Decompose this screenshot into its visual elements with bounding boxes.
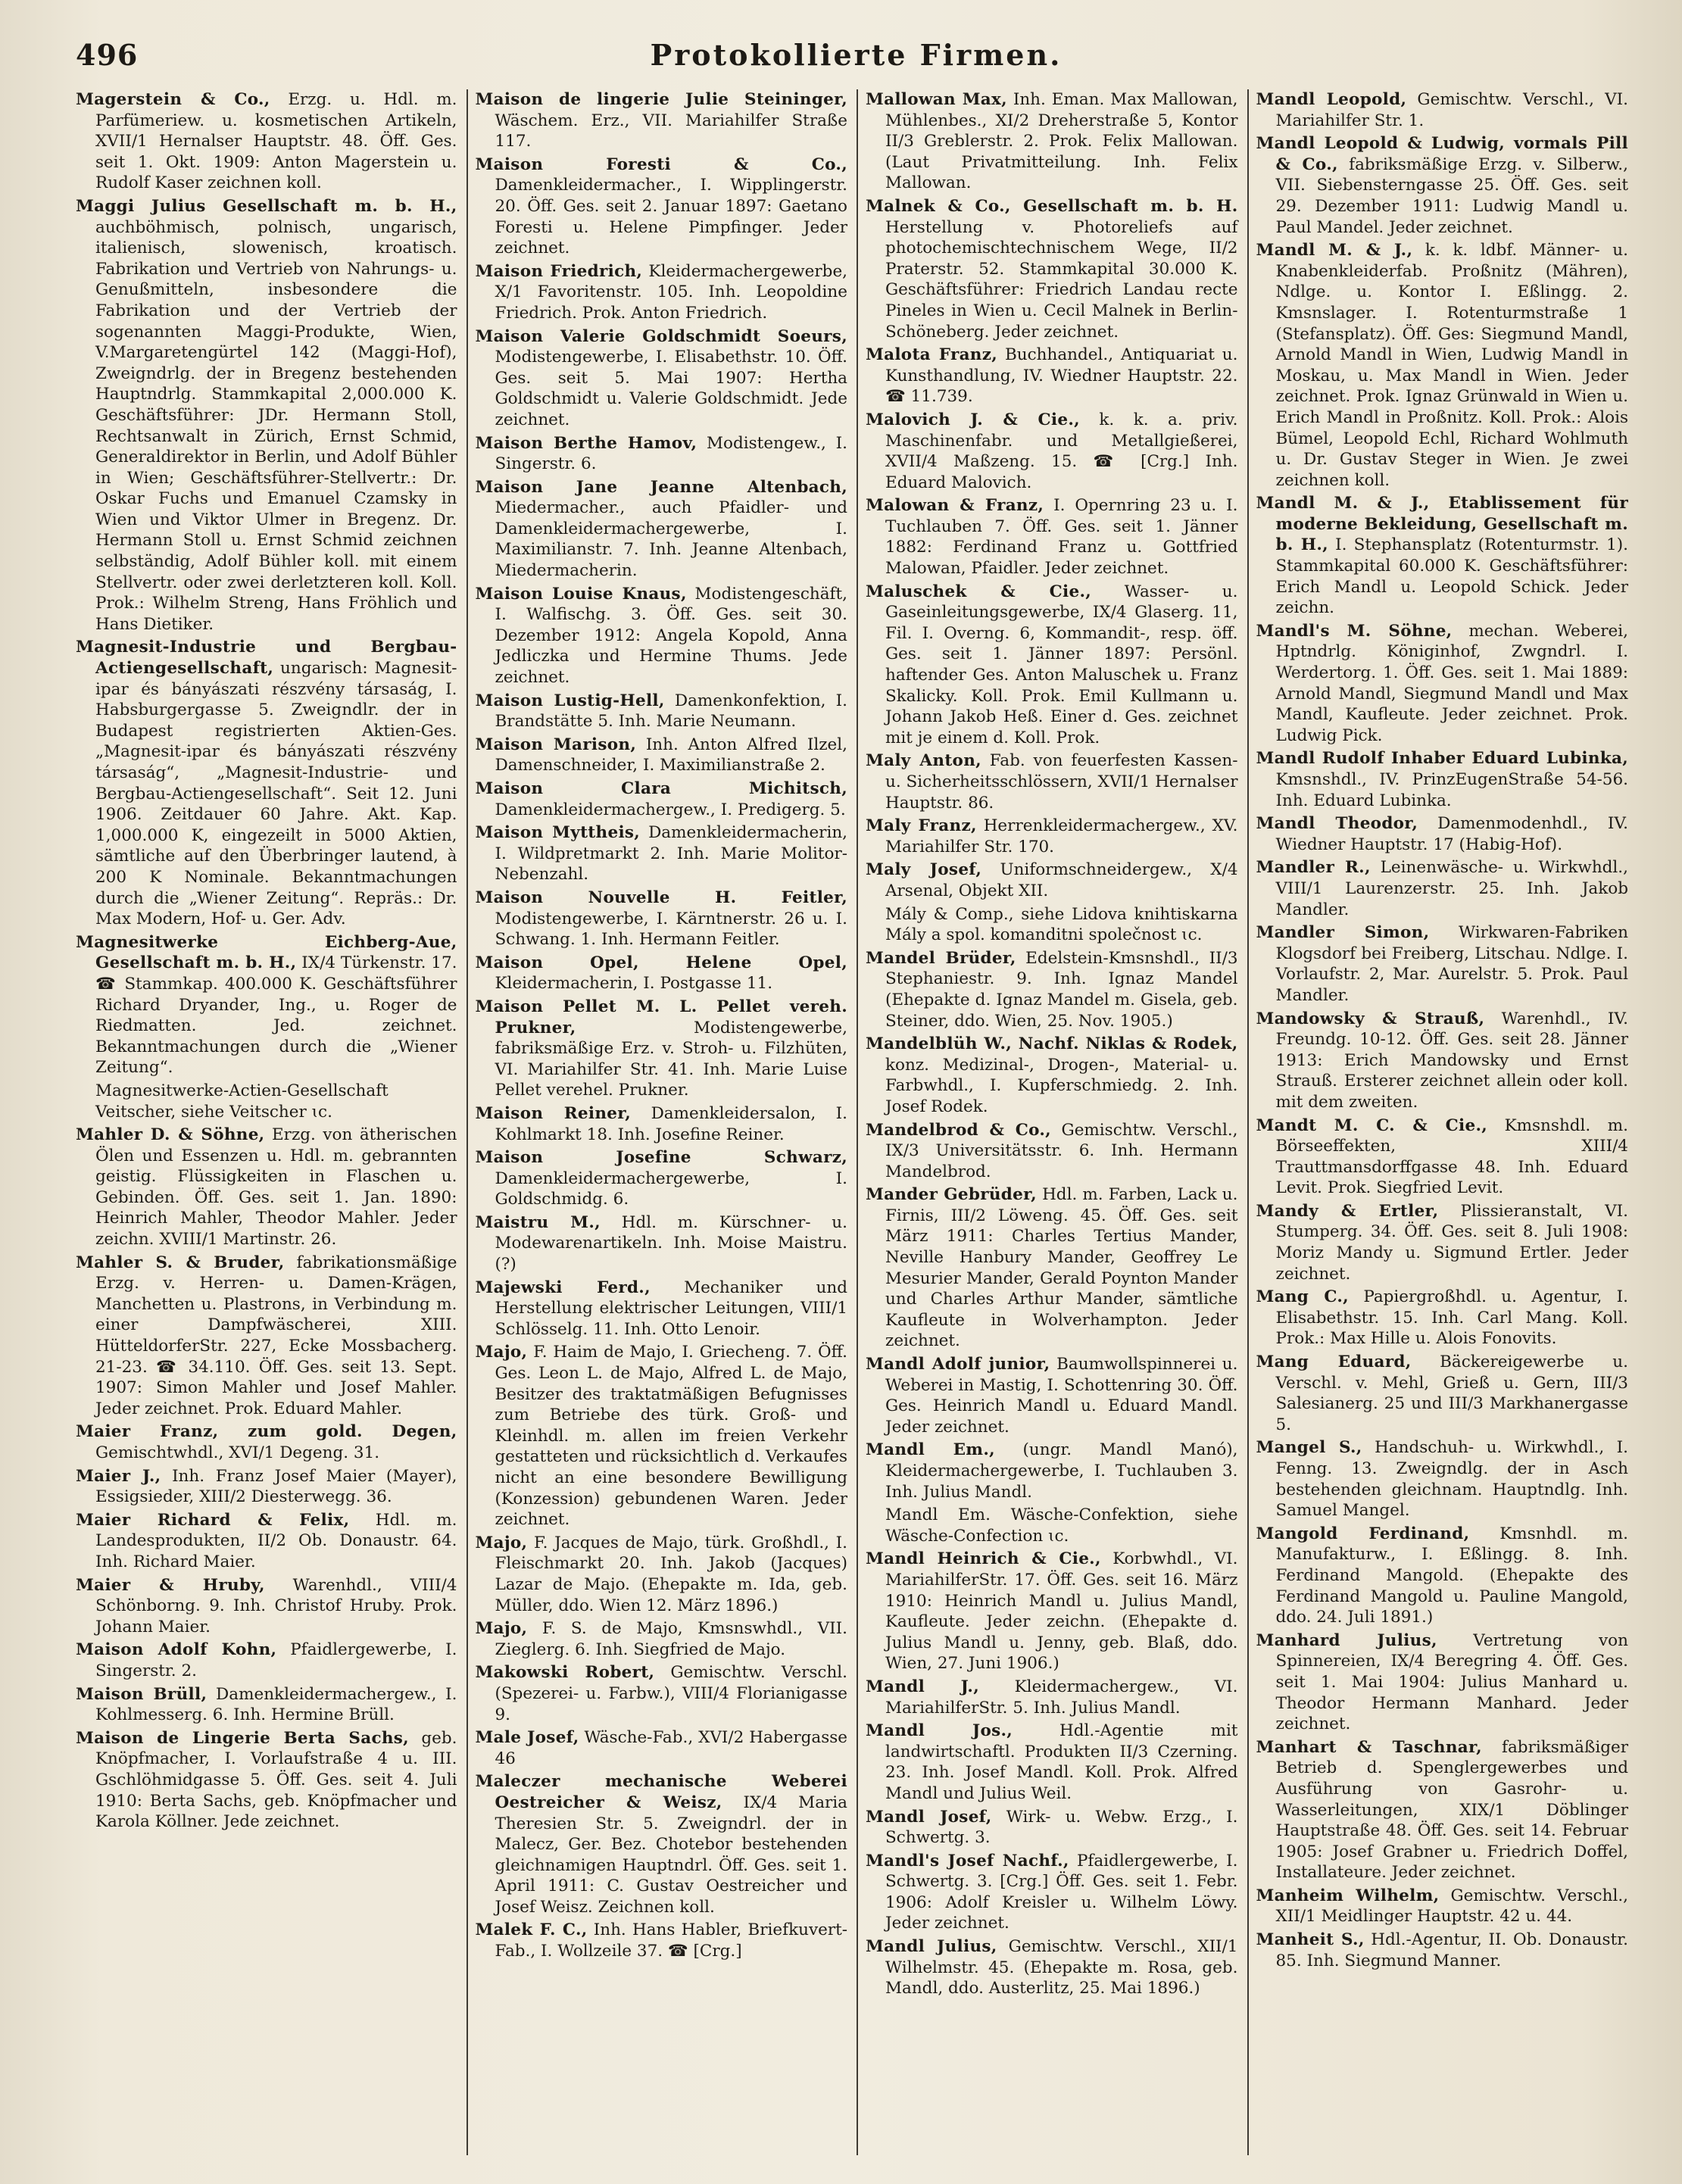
firm-name: Mandl Leopold,: [1256, 90, 1407, 109]
firm-entry: [866, 1354, 1238, 1437]
firm-entry: [1256, 1886, 1629, 1927]
firm-entry: [76, 1253, 457, 1420]
firm-details: k. k. ldbf. Männer- u. Knabenkleiderfab. Proßnitz (Mähren), Ndlge. u. Kontor I. Eßlingg. 2. Kmsnslager. I. Rotenturmstraße 1 (Stefansplatz). Öff. Ges: Siegmund Mandl, Arnold Mandl in Wien, Ludwig Mandl in Moskau, u. Max Mandl in Wien. Jeder zeichnet. Prok. Ignaz Grünwald in Wien u. Erich Mandl in Proßnitz. Koll. Prok.: Alois Bümel, Leopold Echl, Richard Wohlmuth u. Dr. Gustav Steger in Wien. Je zwei zeichnen koll.: [1275, 241, 1628, 490]
firm-details: Damenkleidermachergew., I. Kohlmesserg. 6. Inh. Hermine Brüll.: [95, 1684, 457, 1725]
firm-details: Modistengewerbe, I. Kärntnerstr. 26 u. I. Schwang. 1. Inh. Hermann Feitler.: [495, 909, 847, 950]
firm-name: Manhart & Taschnar,: [1256, 1737, 1482, 1757]
firm-details: ungarisch: Magnesit-ipar és bányászati részvény társaság, I. Habsburgergasse 5. Zweigndlr. der in Budapest registrierten Aktien-Ges. „Magnesit-ipar és bányászati részvény társaság“, „Magnesit-Industrie- und Bergbau-Actiengesellschaft“. Seit 12. Juni 1906. Zeitdauer 60 Jahre. Akt. Kap. 1,000.000 K, eingezeilt in 5000 Aktien, sämtliche auf den Überbringer lautend, à 200 K Nominale. Bekanntmachungen durch die „Wiener Zeitung“. Repräs.: Dr. Max Modern, Hof- u. Ger. Adv.: [95, 659, 457, 929]
firm-details: Damenkleidermachergew., I. Predigerg. 5.: [495, 800, 846, 819]
firm-details: Edelstein-Kmsnshdl., II/3 Stephaniestr. 9. Inh. Ignaz Mandel (Ehepakte d. Ignaz Mandel m. Gisela, geb. Steiner, ddo. Wien, 25. Nov. 1905.): [885, 948, 1238, 1031]
firm-details: Hdl. m. Farben, Lack u. Firnis, III/2 Löweng. 45. Öff. Ges. seit März 1911: Charles Tertius Mander, Neville Hanbury Mander, Geoffrey Le Mesurier Mander, Gerald Poynton Mander und Charles Arthur Mander, sämtliche Kaufleute in Wolverhampton. Jeder zeichnet.: [885, 1185, 1238, 1351]
firm-details: Korbwhdl., VI. MariahilferStr. 17. Öff. Ges. seit 16. März 1910: Heinrich Mandl u. Julius Mandl, Kaufleute. Jeder zeichn. (Ehepakte d. Julius Mandl u. Jenny, geb. Blaß, ddo. Wien, 27. Juni 1906.): [885, 1549, 1238, 1674]
firm-details: mechan. Weberei, Hptndrlg. Königinhof, Zwgndrl. I. Werdertorg. 1. Öff. Ges. seit 1. Mai 1889: Arnold Mandl, Siegmund Mandl und Max Mandl, Kaufleute. Jeder zeichnet. Prok. Ludwig Pick.: [1275, 621, 1628, 745]
firm-name: Majewski Ferd.,: [475, 1278, 651, 1297]
firm-details: Gemischtw. Verschl. (Spezerei- u. Farbw.), VIII/4 Florianigasse 9.: [495, 1663, 847, 1724]
firm-details: Damenkleidersalon, I. Kohlmarkt 18. Inh. Josefine Reiner.: [495, 1103, 847, 1144]
firm-entry: [476, 477, 848, 582]
firm-details: Uniformschneidergew., X/4 Arsenal, Objekt XII.: [885, 860, 1238, 900]
firm-name: Mandl Theodor,: [1256, 814, 1418, 834]
column-2: [467, 89, 857, 2155]
firm-entry: [1256, 133, 1629, 238]
firm-name: Mangel S.,: [1256, 1438, 1362, 1458]
firm-entry: [476, 1771, 848, 1917]
directory-columns: [76, 89, 1637, 2155]
firm-entry: [866, 1851, 1238, 1934]
firm-name: Maier J.,: [76, 1466, 161, 1486]
firm-details: Mandl Em. Wäsche-Confektion, siehe Wäsche-Confection ɩc.: [885, 1505, 1238, 1546]
firm-details: fabriksmäßige Erzg. v. Silberw., VII. Siebensterngasse 25. Öff. Ges. seit 29. Dezember 1911: Ludwig Mandl u. Paul Mandel. Jeder zeichnet.: [1275, 154, 1628, 237]
firm-entry: [476, 778, 848, 820]
firm-name: Maison Josefine Schwarz,: [475, 1148, 847, 1168]
firm-name: Mandel Brüder,: [866, 948, 1016, 968]
firm-details: Warenhdl., IV. Freundg. 10-12. Öff. Ges. seit 28. Jänner 1913: Erich Mandowsky und Ernst Strauß. Ersterer zeichnet allein oder koll. mit dem zweiten.: [1275, 1009, 1628, 1112]
firm-entry: [866, 1936, 1238, 1999]
firm-details: Miedermacher., auch Pfaidler- und Damenkleidermachergewerbe, I. Maximilianstr. 7. Inh. Jeanne Altenbach, Miedermacherin.: [495, 498, 847, 581]
firm-name: Male Josef,: [475, 1728, 579, 1748]
firm-name: Maggi Julius Gesellschaft m. b. H.,: [76, 196, 457, 216]
firm-details: F. S. de Majo, Kmsnswhdl., VII. Zieglerg. 6. Inh. Siegfried de Majo.: [495, 1619, 847, 1659]
firm-details: IX/4 Maria Theresien Str. 5. Zweigndrl. der in Malecz, Ger. Bez. Chotebor bestehenden gleichnamigen Hauptndrl. Öff. Ges. seit 1. April 1911: C. Gustav Oestreicher und Josef Weisz. Zeichnen koll.: [495, 1792, 847, 1917]
firm-details: Kmsnshdl. m. Börseeffekten, XIII/4 Trauttmansdorffgasse 48. Inh. Eduard Levit. Prok. Siegfried Levit.: [1275, 1115, 1628, 1198]
firm-name: Magnesitwerke Eichberg-Aue, Gesellschaft m. b. H.,: [76, 932, 457, 973]
firm-details: Modistengewerbe, I. Elisabethstr. 10. Öff. Ges. seit 5. Mai 1907: Hertha Goldschmidt u. Valerie Goldschmidt. Jede zeichnet.: [495, 348, 847, 429]
firm-entry: [76, 1125, 457, 1250]
firm-details: Gemischtw. Verschl., VI. Mariahilfer Str. 1.: [1275, 90, 1628, 130]
firm-details: Vertretung von Spinnereien, IX/4 Beregring 4. Öff. Ges. seit 1. Mai 1904: Julius Manhard u. Theodor Hermann Manhard. Jeder zeichnet.: [1275, 1630, 1628, 1734]
firm-entry: [1256, 89, 1629, 131]
firm-name: Mander Gebrüder,: [866, 1185, 1037, 1205]
firm-details: Handschuh- u. Wirkwhdl., I. Fenng. 13. Zweigndlg. der in Asch bestehenden gleichnam. Hauptndlg. Inh. Samuel Mangel.: [1275, 1438, 1628, 1521]
firm-entry: [1256, 1630, 1629, 1735]
firm-entry: [76, 1421, 457, 1463]
firm-name: Maier & Hruby,: [76, 1575, 265, 1595]
firm-name: Maison Nouvelle H. Feitler,: [475, 888, 847, 907]
firm-name: Mahler S. & Bruder,: [76, 1253, 285, 1272]
firm-details: Buchhandel., Antiquariat u. Kunsthandlung, IV. Wiedner Hauptstr. 22. ☎ 11.739.: [885, 345, 1238, 407]
firm-entry: [76, 637, 457, 929]
firm-entry: [76, 1640, 457, 1681]
firm-entry: [476, 1662, 848, 1725]
firm-name: Mandl's M. Söhne,: [1256, 621, 1453, 641]
firm-entry: [866, 1184, 1238, 1352]
firm-name: Maier Richard & Felix,: [76, 1510, 350, 1530]
firm-details: I. Opernring 23 u. I. Tuchlauben 7. Öff. Ges. seit 1. Jänner 1882: Ferdinand Franz u. Gottfried Malowan, Pfaidler. Jeder zeichnet.: [885, 496, 1238, 579]
firm-name: Maison Marison,: [475, 735, 637, 754]
firm-entry: [76, 196, 457, 635]
firm-details: Baumwollspinnerei u. Weberei in Mastig, I. Schottenring 30. Öff. Ges. Heinrich Mandl u. Eduard Mandl. Jeder zeichnet.: [885, 1355, 1238, 1437]
firm-name: Maistru M.,: [475, 1212, 601, 1232]
firm-details: Modistengew., I. Singerstr. 6.: [495, 433, 847, 474]
firm-entry: [1256, 240, 1629, 491]
firm-entry: [1256, 1287, 1629, 1349]
firm-entry: [476, 691, 848, 732]
firm-details: Kleidermachergewerbe, X/1 Favoritenstr. 105. Inh. Leopoldine Friedrich. Prok. Anton Friedrich.: [495, 261, 847, 323]
firm-name: Mandl Adolf junior,: [866, 1355, 1050, 1374]
firm-entry: [476, 1727, 848, 1769]
firm-details: Plissieranstalt, VI. Stumperg. 34. Öff. Ges. seit 8. Juli 1908: Moriz Mandy u. Sigmund Ertler. Jeder zeichnet.: [1275, 1201, 1628, 1284]
firm-details: Hdl.-Agentie mit landwirtschaftl. Produkten II/3 Czerning. 23. Inh. Josef Mandl. Koll. Prok. Alfred Mandl und Julius Weil.: [885, 1721, 1238, 1803]
firm-details: Wirk- u. Webw. Erzg., I. Schwertg. 3.: [885, 1807, 1238, 1848]
firm-details: Gemischtw. Verschl., XII/1 Meidlinger Hauptstr. 42 u. 44.: [1275, 1886, 1628, 1927]
page-number: 496: [76, 38, 139, 72]
firm-entry: [866, 1721, 1238, 1804]
firm-entry: [866, 1034, 1238, 1117]
firm-entry: [866, 196, 1238, 342]
firm-name: Mandelbrod & Co.,: [866, 1120, 1051, 1140]
firm-details: IX/4 Türkenstr. 17. ☎ Stammkap. 400.000 K. Geschäftsführer Richard Dryander, Ing., u. Roger de Riedmatten. Jed. zeichnet. Bekanntmachungen durch die „Wiener Zeitung“.: [95, 953, 457, 1078]
firm-entry: [866, 1677, 1238, 1718]
firm-name: Mandt M. C. & Cie.,: [1256, 1115, 1488, 1135]
firm-details: Gemischtw. Verschl., IX/3 Universitätsstr. 6. Inh. Hermann Mandelbrod.: [885, 1120, 1238, 1181]
firm-entry: [476, 822, 848, 885]
firm-name: Majo,: [475, 1533, 528, 1552]
firm-entry: [476, 888, 848, 950]
firm-details: Wäschem. Erz., VII. Mariahilfer Straße 117.: [495, 111, 847, 151]
firm-entry: [866, 495, 1238, 579]
firm-details: Gemischtwhdl., XVI/1 Degeng. 31.: [95, 1443, 380, 1462]
firm-details: Leinenwäsche- u. Wirkwhdl., VIII/1 Laurenzerstr. 25. Inh. Jakob Mandler.: [1275, 858, 1628, 919]
firm-name: Manheim Wilhelm,: [1256, 1886, 1440, 1905]
firm-name: Malovich J. & Cie.,: [866, 410, 1080, 429]
firm-name: Maison de Lingerie Berta Sachs,: [76, 1728, 409, 1748]
firm-entry: [76, 89, 457, 194]
firm-details: Hdl. m. Landesprodukten, II/2 Ob. Donaustr. 64. Inh. Richard Maier.: [95, 1510, 457, 1571]
firm-details: Herstellung v. Photoreliefs auf photochemischtechnischem Wege, II/2 Praterstr. 52. Stammkapital 30.000 K. Geschäftsführer: Friedrich Landau recte Pineles in Wien u. Cecil Malnek in Berlin-Schöneberg. Jeder zeichnet.: [885, 217, 1238, 342]
firm-name: Maison Clara Michitsch,: [475, 779, 847, 798]
firm-details: Damenkleidermacher., I. Wipplingerstr. 20. Öff. Ges. seit 2. Januar 1897: Gaetano Foresti u. Helene Pimpfinger. Jeder zeichnet.: [495, 176, 847, 258]
firm-entry: [476, 1342, 848, 1530]
firm-details: Papiergroßhdl. u. Agentur, I. Elisabethstr. 15. Inh. Carl Mang. Koll. Prok.: Max Hille u. Alois Fonovits.: [1275, 1287, 1629, 1349]
firm-name: Majo,: [475, 1343, 528, 1362]
firm-entry: [1256, 1115, 1629, 1199]
firm-entry: [866, 860, 1238, 901]
firm-entry: [76, 1575, 457, 1638]
firm-details: Inh. Eman. Max Mallowan, Mühlenbes., XI/2 Dreherstraße 5, Kontor II/3 Greblerstr. 2. Prok. Felix Mallowan. (Laut Privatmitteilung. Inh. Felix Mallowan.: [885, 90, 1238, 193]
firm-entry: [476, 1103, 848, 1145]
firm-entry: [1256, 813, 1629, 855]
firm-name: Mandl Rudolf Inhaber Eduard Lubinka,: [1256, 749, 1628, 769]
firm-entry: [476, 1212, 848, 1275]
firm-details: Inh. Anton Alfred Ilzel, Damenschneider, I. Maximilianstraße 2.: [495, 735, 847, 775]
firm-details: Damenkleidermacherin, I. Wildpretmarkt 2. Inh. Marie Molitor-Nebenzahl.: [495, 823, 847, 885]
firm-name: Mandl M. & J.,: [1256, 241, 1413, 261]
firm-entry: [476, 1533, 848, 1616]
firm-entry: [476, 1920, 848, 1961]
firm-name: Mandl Jos.,: [866, 1721, 1013, 1741]
firm-entry: [866, 1505, 1238, 1546]
firm-name: Maison Myttheis,: [475, 823, 641, 843]
firm-entry: [866, 816, 1238, 857]
firm-name: Maison Pellet M. L. Pellet vereh. Prukner,: [475, 997, 847, 1037]
firm-entry: [76, 1466, 457, 1508]
firm-entry: [476, 584, 848, 688]
firm-name: Maison Louise Knaus,: [475, 584, 687, 604]
firm-details: Fab. von feuerfesten Kassen- u. Sicherheitsschlössern, XVII/1 Hernalser Hauptstr. 86.: [885, 751, 1238, 813]
firm-details: Mály & Comp., siehe Lidova knihtiskarna Mály a spol. komanditni společnost ɩc.: [885, 904, 1238, 945]
firm-name: Mandl's Josef Nachf.,: [866, 1851, 1069, 1870]
firm-details: fabrikationsmäßige Erzg. v. Herren- u. Damen-Krägen, Manchetten u. Plastrons, in Verbindung m. einer Dampfwäscherei, XIII. HütteldorferStr. 227, Ecke Mossbacherg. 21-23. ☎ 34.110. Öff. Ges. seit 13. Sept. 1907: Simon Mahler und Josef Mahler. Jeder zeichnet. Prok. Eduard Mahler.: [95, 1253, 457, 1418]
firm-entry: [1256, 922, 1629, 1006]
firm-details: Damenkonfektion, I. Brandstätte 5. Inh. Marie Neumann.: [495, 691, 847, 732]
firm-name: Maison Lustig-Hell,: [475, 691, 665, 710]
firm-entry: [76, 1728, 457, 1833]
firm-entry: [866, 582, 1238, 749]
firm-entry: [1256, 1201, 1629, 1284]
firm-details: Magnesitwerke-Actien-Gesellschaft Veitscher, siehe Veitscher ɩc.: [95, 1081, 389, 1122]
firm-details: konz. Medizinal-, Drogen-, Material- u. Farbwhdl., I. Kupferschmiedg. 2. Inh. Josef Rodek.: [885, 1055, 1238, 1116]
firm-name: Mandl Leopold & Ludwig, vormals Pill & Co.,: [1256, 134, 1628, 174]
firm-details: I. Stephansplatz (Rotenturmstr. 1). Stammkapital 60.000 K. Geschäftsführer: Erich Mandl u. Leopold Schick. Jeder zeichn.: [1275, 535, 1628, 618]
firm-entry: [1256, 1930, 1629, 1971]
firm-entry: [1256, 493, 1629, 619]
firm-entry: [476, 326, 848, 431]
firm-name: Manheit S.,: [1256, 1930, 1365, 1950]
firm-details: Pfaidlergewerbe, I. Singerstr. 2.: [95, 1640, 457, 1680]
firm-entry: [866, 89, 1238, 194]
firm-details: Kleidermachergew., VI. MariahilferStr. 5. Inh. Julius Mandl.: [885, 1677, 1238, 1718]
firm-name: Maison Opel, Helene Opel,: [475, 953, 847, 972]
firm-name: Magnesit-Industrie und Bergbau-Actiengesellschaft,: [76, 638, 457, 679]
firm-name: Maison Valerie Goldschmidt Soeurs,: [475, 326, 847, 346]
firm-name: Mallowan Max,: [866, 90, 1007, 109]
column-3: [857, 89, 1247, 2155]
firm-name: Mandl Julius,: [866, 1937, 997, 1957]
firm-details: auchböhmisch, polnisch, ungarisch, italienisch, slowenisch, kroatisch. Fabrikation und Vertrieb von Nahrungs- u. Genußmitteln, insbesondere die Fabrikation und der Vertrieb der sogenannten Maggi-Produkte, Wien, V.Margaretengürtel 142 (Maggi-Hof), Zweigndrlg. der in Bregenz bestehenden Hauptndrlg. Stammkapital 2,000.000 K. Geschäftsführer: JDr. Hermann Stoll, Rechtsanwalt in Zürich, Ernst Schmid, Generaldirektor in Berlin, und Adolf Bühler in Wien; Geschäftsführer-Stellvertr.: Dr. Oskar Fuchs und Emanuel Czamsky in Wien und Viktor Ulmer in Bregenz. Dr. Hermann Stoll u. Ernst Schmid zeichnen selbständig, Adolf Bühler koll. mit einem Stellvertr. oder zwei derletzteren koll. Koll. Prok.: Wilhelm Streng, Hans Fröhlich und Hans Dietiker.: [95, 217, 457, 634]
firm-name: Maly Franz,: [866, 816, 977, 836]
column-1: [76, 89, 467, 2155]
firm-details: Wäsche-Fab., XVI/2 Habergasse 46: [495, 1728, 847, 1768]
firm-entry: [476, 1147, 848, 1210]
firm-name: Mandl Josef,: [866, 1807, 992, 1827]
firm-name: Maison Reiner,: [475, 1103, 632, 1123]
firm-entry: [866, 1807, 1238, 1849]
firm-entry: [866, 1440, 1238, 1502]
firm-details: Warenhdl., VIII/4 Schönborng. 9. Inh. Christof Hruby. Prok. Johann Maier.: [95, 1575, 457, 1636]
page-header: [76, 38, 1637, 76]
firm-details: Wasser- u. Gaseinleitungsgewerbe, IX/4 Glaserg. 11, Fil. I. Overng. 6, Kommandit-, resp. öff. Ges. seit 1. Jänner 1897: Persönl. haftender Ges. Anton Maluschek u. Franz Skalicky. Koll. Prok. Emil Kullmann u. Johann Jakob Heß. Einer d. Ges. zeichnet mit je einem d. Koll. Prok.: [885, 582, 1238, 747]
firm-name: Mangold Ferdinand,: [1256, 1524, 1470, 1543]
firm-name: Maier Franz, zum gold. Degen,: [76, 1422, 457, 1442]
firm-entry: [476, 1618, 848, 1660]
firm-details: k. k. a. priv. Maschinenfabr. und Metallgießerei, XVII/4 Maßzeng. 15. ☎ [Crg.] Inh. Eduard Malovich.: [885, 410, 1238, 492]
firm-entry: [866, 1549, 1238, 1674]
firm-entry: [1256, 1352, 1629, 1435]
firm-name: Maison Friedrich,: [475, 261, 643, 281]
firm-name: Maison Brüll,: [76, 1684, 208, 1704]
firm-details: Herrenkleidermachergew., XV. Mariahilfer Str. 170.: [885, 816, 1238, 856]
firm-details: fabriksmäßiger Betrieb d. Spenglergewerbes und Ausführung von Gasrohr- u. Wasserleitungen, XIX/1 Döblinger Hauptstraße 48. Öff. Ges. seit 14. Februar 1905: Josef Grabner u. Friedrich Doffel, Installateure. Jeder zeichnet.: [1275, 1737, 1628, 1883]
firm-entry: [866, 750, 1238, 813]
firm-entry: [866, 410, 1238, 493]
firm-details: Kleidermacherin, I. Postgasse 11.: [495, 974, 773, 994]
firm-name: Maly Anton,: [866, 751, 981, 771]
firm-name: Maleczer mechanische Weberei Oestreicher & Weisz,: [475, 1772, 847, 1812]
firm-entry: [1256, 748, 1629, 811]
firm-name: Makowski Robert,: [475, 1663, 655, 1683]
firm-details: Modistengeschäft, I. Walfischg. 3. Öff. Ges. seit 30. Dezember 1912: Angela Kopold, Anna Jedliczka und Hermine Thums. Jede zeichnet.: [495, 584, 847, 688]
firm-details: Damenmodenhdl., IV. Wiedner Hauptstr. 17 (Habig-Hof).: [1275, 814, 1628, 854]
firm-entry: [1256, 621, 1629, 747]
firm-details: Damenkleidermachergewerbe, I. Goldschmidg. 6.: [495, 1168, 847, 1209]
firm-details: Modistengewerbe, fabriksmäßige Erz. v. Stroh- u. Filzhüten, VI. Mariahilfer Str. 41. Inh. Marie Luise Pellet verehel. Prukner.: [495, 1018, 847, 1100]
firm-name: Mandowsky & Strauß,: [1256, 1009, 1485, 1028]
firm-details: Hdl. m. Kürschner- u. Modewarenartikeln. Inh. Moise Maistru. (?): [495, 1212, 847, 1275]
firm-entry: [476, 735, 848, 776]
firm-details: Pfaidlergewerbe, I. Schwertg. 3. [Crg.] Öff. Ges. seit 1. Febr. 1906: Adolf Kreisler u. Wilhelm Löwy. Jeder zeichnet.: [885, 1851, 1238, 1933]
firm-entry: [476, 433, 848, 475]
firm-entry: [1256, 857, 1629, 920]
firm-entry: [76, 1684, 457, 1726]
firm-name: Mandler Simon,: [1256, 923, 1430, 943]
firm-entry: [866, 948, 1238, 1031]
firm-entry: [1256, 1737, 1629, 1883]
firm-name: Mang C.,: [1256, 1287, 1349, 1307]
firm-entry: [476, 1278, 848, 1340]
firm-entry: [476, 997, 848, 1101]
firm-name: Mandelblüh W., Nachf. Niklas & Rodek,: [866, 1034, 1238, 1054]
firm-name: Maluschek & Cie.,: [866, 582, 1092, 601]
firm-name: Maison Berthe Hamov,: [475, 433, 697, 453]
firm-name: Malnek & Co., Gesellschaft m. b. H.: [866, 196, 1238, 216]
column-4: [1247, 89, 1638, 2155]
firm-name: Malek F. C.,: [475, 1920, 588, 1940]
firm-entry: [1256, 1524, 1629, 1628]
firm-name: Maison de lingerie Julie Steininger,: [475, 90, 847, 109]
firm-details: Inh. Hans Habler, Briefkuvert-Fab., I. Wollzeile 37. ☎ [Crg.]: [495, 1920, 847, 1961]
firm-details: Erzg. u. Hdl. m. Parfümeriew. u. kosmetischen Artikeln, XVII/1 Hernalser Hauptstr. 48. Öff. Ges. seit 1. Okt. 1909: Anton Magerstein u. Rudolf Kaser zeichnen koll.: [95, 90, 457, 193]
firm-entry: [866, 1120, 1238, 1183]
firm-entry: [1256, 1009, 1629, 1113]
firm-name: Majo,: [475, 1619, 528, 1639]
running-title: Protokollierte Firmen.: [650, 38, 1063, 72]
firm-details: Kmsnshdl., IV. PrinzEugenStraße 54-56. Inh. Eduard Lubinka.: [1275, 770, 1628, 810]
firm-name: Mandl Heinrich & Cie.,: [866, 1549, 1101, 1569]
firm-details: Bäckereigewerbe u. Verschl. v. Mehl, Grieß u. Gern, III/3 Salesianerg. 25 und III/3 Markhanergasse 5.: [1275, 1353, 1628, 1434]
firm-details: Kmsnhdl. m. Manufakturw., I. Eßlingg. 8. Inh. Ferdinand Mangold. (Ehepakte des Ferdinand Mangold u. Pauline Mangold, ddo. 24. Juli 1891.): [1275, 1524, 1628, 1627]
firm-name: Maison Jane Jeanne Altenbach,: [475, 477, 847, 497]
firm-details: Erzg. von ätherischen Ölen und Essenzen u. Hdl. m. gebrannten geistig. Flüssigkeiten in Flaschen u. Gebinden. Öff. Ges. seit 1. Jan. 1890: Heinrich Mahler, Theodor Mahler. Jeder zeichn. XVIII/1 Martinstr. 26.: [95, 1125, 457, 1250]
firm-name: Mahler D. & Söhne,: [76, 1125, 265, 1145]
firm-entry: [866, 904, 1238, 946]
firm-entry: [866, 345, 1238, 407]
firm-name: Manhard Julius,: [1256, 1630, 1437, 1650]
firm-details: geb. Knöpfmacher, I. Vorlaufstraße 4 u. III. Gschlöhmidgasse 5. Öff. Ges. seit 4. Juli 1910: Berta Sachs, geb. Knöpfmacher und Karola Köllner. Jede zeichnet.: [95, 1728, 457, 1832]
firm-name: Malota Franz,: [866, 345, 998, 365]
firm-name: Mandl Em.,: [866, 1440, 995, 1460]
firm-entry: [1256, 1437, 1629, 1521]
firm-details: Inh. Franz Josef Maier (Mayer), Essigsieder, XIII/2 Diesterwegg. 36.: [95, 1466, 457, 1507]
firm-entry: [476, 89, 848, 152]
firm-details: Gemischtw. Verschl., XII/1 Wilhelmstr. 45. (Ehepakte m. Rosa, geb. Mandl, ddo. Austerlitz, 25. Mai 1896.): [885, 1937, 1238, 1998]
firm-name: Mandl J.,: [866, 1677, 979, 1696]
firm-entry: [476, 953, 848, 994]
firm-name: Mandler R.,: [1256, 858, 1371, 878]
firm-entry: [76, 1510, 457, 1573]
firm-name: Malowan & Franz,: [866, 496, 1044, 516]
firm-details: F. Jacques de Majo, türk. Großhdl., I. Fleischmarkt 20. Inh. Jakob (Jacques) Lazar de Majo. (Ehepakte m. Ida, geb. Müller, ddo. Wien 12. März 1896.): [495, 1533, 847, 1615]
firm-entry: [476, 261, 848, 324]
firm-details: Mechaniker und Herstellung elektrischer Leitungen, VIII/1 Schlösselg. 11. Inh. Otto Lenoir.: [495, 1278, 847, 1339]
firm-details: (ungr. Mandl Manó), Kleidermachergewerbe, I. Tuchlauben 3. Inh. Julius Mandl.: [885, 1440, 1238, 1502]
firm-details: F. Haim de Majo, I. Griecheng. 7. Öff. Ges. Leon L. de Majo, Alfred L. de Majo, Besitzer des traktatmäßigen Befugnisses zum Betriebe des türk. Groß- und Kleinhdl. m. allen im freien Verkehr gestatteten und rücksichtlich d. Verkaufes nicht an eine besondere Bewilligung (Konzession) gebundenen Waren. Jeder zeichnet.: [495, 1343, 847, 1530]
firm-entry: [76, 932, 457, 1078]
firm-details: Wirkwaren-Fabriken Klogsdorf bei Freiberg, Litschau. Ndlge. I. Vorlaufstr. 2, Mar. Aurelstr. 5. Prok. Paul Mandler.: [1275, 923, 1628, 1005]
firm-name: Magerstein & Co.,: [76, 90, 270, 109]
firm-details: Hdl.-Agentur, II. Ob. Donaustr. 85. Inh. Siegmund Manner.: [1275, 1930, 1628, 1970]
firm-name: Maison Foresti & Co.,: [475, 154, 847, 174]
firm-name: Mandl M. & J., Etablissement für moderne Bekleidung, Gesellschaft m. b. H.,: [1256, 494, 1628, 555]
firm-name: Mandy & Ertler,: [1256, 1201, 1439, 1221]
firm-name: Mang Eduard,: [1256, 1353, 1412, 1372]
firm-entry: [76, 1081, 457, 1122]
firm-name: Maly Josef,: [866, 860, 982, 880]
firm-entry: [476, 154, 848, 259]
firm-name: Maison Adolf Kohn,: [76, 1640, 277, 1660]
